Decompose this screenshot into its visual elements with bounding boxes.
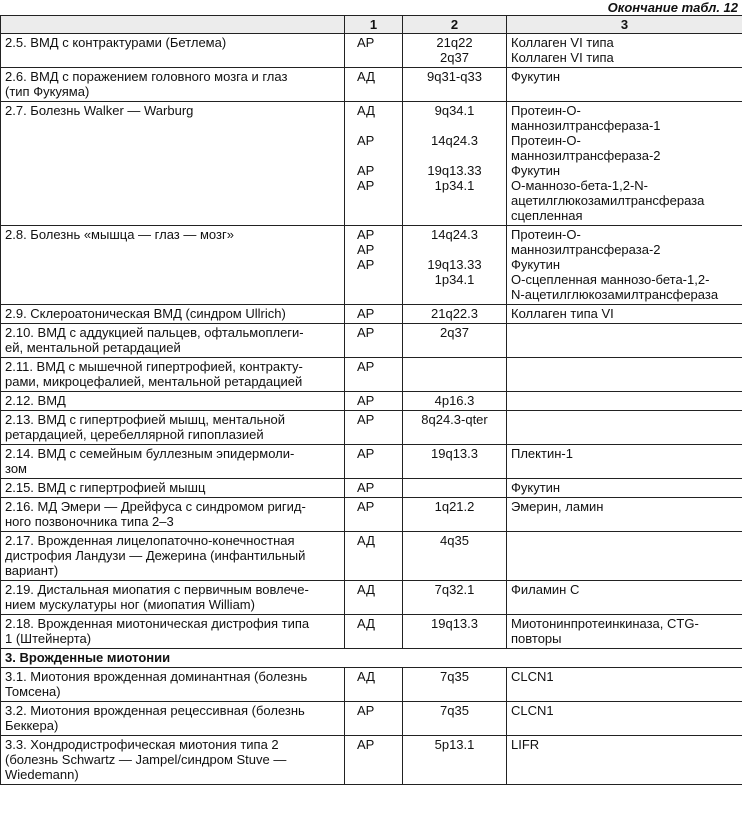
header-cell-2: 2 — [403, 16, 507, 34]
inheritance-cell — [345, 702, 403, 736]
cell-line: зом — [5, 461, 27, 476]
cell-line: CLCN1 — [511, 703, 554, 718]
locus-cell — [403, 34, 507, 68]
protein-cell — [507, 226, 742, 305]
cell-line: 7q35 — [440, 669, 469, 684]
cell-line: Миотонинпротеинкиназа, CTG- — [511, 616, 699, 631]
disease-name-cell — [1, 479, 345, 498]
cell-line: 21q22.3 — [431, 306, 478, 321]
locus-cell — [403, 479, 507, 498]
cell-line: 1p34.1 — [434, 272, 475, 287]
cell-line: 21q22 — [436, 35, 473, 50]
disease-name-cell — [1, 305, 345, 324]
table-row — [1, 392, 742, 411]
locus-cell — [403, 668, 507, 702]
cell-line: 19q13.33 — [427, 163, 482, 178]
cell-line: повторы — [511, 631, 562, 646]
table-row — [1, 581, 742, 615]
protein-cell — [507, 479, 742, 498]
cell-line: АД — [357, 103, 375, 118]
cell-line: Плектин-1 — [511, 446, 573, 461]
locus-cell — [403, 445, 507, 479]
cell-line: 9q34.1 — [434, 103, 475, 118]
cell-line: маннозилтрансфераза-1 — [511, 118, 661, 133]
protein-cell — [507, 498, 742, 532]
cell-line: 3.3. Хондродистрофическая миотония типа 2 — [5, 737, 279, 752]
cell-line: АР — [357, 325, 375, 340]
disease-name-cell — [1, 445, 345, 479]
cell-line: 4p16.3 — [434, 393, 475, 408]
protein-cell — [507, 411, 742, 445]
genetics-table — [0, 15, 742, 785]
cell-line — [407, 242, 502, 257]
header-cell-1: 1 — [345, 16, 403, 34]
cell-line — [511, 325, 738, 340]
locus-cell — [403, 411, 507, 445]
table-row — [1, 324, 742, 358]
inheritance-cell — [345, 392, 403, 411]
table-caption: Окончание табл. 12 — [607, 0, 738, 15]
cell-line: 2.9. Склероатоническая ВМД (синдром Ullrich) — [5, 306, 286, 321]
cell-line: 2.7. Болезнь Walker — Warburg — [5, 103, 194, 118]
disease-name-cell — [1, 668, 345, 702]
cell-line: Протеин-О- — [511, 103, 581, 118]
cell-line: ного позвоночника типа 2–3 — [5, 514, 174, 529]
cell-line: 19q13.33 — [427, 257, 482, 272]
inheritance-cell — [345, 581, 403, 615]
cell-line: Коллаген типа VI — [511, 306, 614, 321]
cell-line: Беккера) — [5, 718, 59, 733]
table-row — [1, 615, 742, 649]
inheritance-cell — [345, 498, 403, 532]
cell-line: N-ацетилглюкозамилтрансфераза — [511, 287, 719, 302]
protein-cell — [507, 581, 742, 615]
cell-line: Коллаген VI типа — [511, 35, 614, 50]
inheritance-cell — [345, 68, 403, 102]
cell-line — [357, 148, 398, 163]
inheritance-cell — [345, 358, 403, 392]
inheritance-cell — [345, 615, 403, 649]
inheritance-cell — [345, 736, 403, 785]
locus-cell — [403, 226, 507, 305]
locus-cell — [403, 392, 507, 411]
cell-line: 2.11. ВМД с мышечной гипертрофией, контракту- — [5, 359, 303, 374]
cell-line: нием мускулатуры ног (миопатия William) — [5, 597, 255, 612]
cell-line: О-маннозо-бета-1,2-N- — [511, 178, 649, 193]
inheritance-cell — [345, 102, 403, 226]
locus-cell — [403, 305, 507, 324]
cell-line: 3.1. Миотония врожденная доминантная (болезнь — [5, 669, 308, 684]
table-row — [1, 226, 742, 305]
cell-line — [407, 359, 502, 374]
cell-line: 19q13.3 — [431, 446, 478, 461]
cell-line: 2.13. ВМД с гипертрофией мышц, ментальной — [5, 412, 286, 427]
cell-line: 2.6. ВМД с поражением головного мозга и глаз — [5, 69, 288, 84]
cell-line: Коллаген VI типа — [511, 50, 614, 65]
cell-line — [511, 359, 738, 374]
disease-name-cell — [1, 34, 345, 68]
protein-cell — [507, 702, 742, 736]
cell-line: 14q24.3 — [431, 133, 478, 148]
cell-line — [357, 118, 398, 133]
protein-cell — [507, 668, 742, 702]
cell-line: CLCN1 — [511, 669, 554, 684]
locus-cell — [403, 102, 507, 226]
inheritance-cell — [345, 411, 403, 445]
cell-line: Фукутин — [511, 69, 561, 84]
cell-line: дистрофия Ландузи — Дежерина (инфантильный — [5, 548, 306, 563]
cell-line: 1q21.2 — [434, 499, 475, 514]
cell-line: 5p13.1 — [434, 737, 475, 752]
cell-line: Филамин С — [511, 582, 580, 597]
protein-cell — [507, 615, 742, 649]
cell-line: АР — [357, 227, 375, 242]
cell-line: АР — [357, 133, 375, 148]
cell-line: 2.5. ВМД с контрактурами (Бетлема) — [5, 35, 227, 50]
cell-line: 2q37 — [440, 50, 469, 65]
disease-name-cell — [1, 411, 345, 445]
protein-cell — [507, 358, 742, 392]
table-row — [1, 532, 742, 581]
disease-name-cell — [1, 532, 345, 581]
cell-line: АД — [357, 669, 375, 684]
cell-line: 3.2. Миотония врожденная рецессивная (болезнь — [5, 703, 305, 718]
cell-line: АД — [357, 69, 375, 84]
table-row — [1, 102, 742, 226]
table-row — [1, 702, 742, 736]
disease-name-cell — [1, 68, 345, 102]
cell-line: АР — [357, 257, 375, 272]
cell-line: маннозилтрансфераза-2 — [511, 148, 661, 163]
table-row — [1, 68, 742, 102]
table-row — [1, 668, 742, 702]
inheritance-cell — [345, 226, 403, 305]
cell-line: Фукутин — [511, 163, 561, 178]
inheritance-cell — [345, 479, 403, 498]
cell-line: АР — [357, 737, 375, 752]
cell-line: АД — [357, 582, 375, 597]
cell-line: АР — [357, 242, 375, 257]
cell-line: АР — [357, 359, 375, 374]
disease-name-cell — [1, 358, 345, 392]
cell-line: АД — [357, 533, 375, 548]
protein-cell — [507, 445, 742, 479]
cell-line: 7q35 — [440, 703, 469, 718]
cell-line: АР — [357, 163, 375, 178]
header-row — [1, 16, 742, 34]
cell-line: Протеин-О- — [511, 227, 581, 242]
cell-line: Wiedemann) — [5, 767, 79, 782]
cell-line: 7q32.1 — [434, 582, 475, 597]
inheritance-cell — [345, 532, 403, 581]
cell-line: 2.19. Дистальная миопатия с первичным вовлече- — [5, 582, 309, 597]
cell-line: (тип Фукуяма) — [5, 84, 90, 99]
header-cell-3: 3 — [507, 16, 742, 34]
disease-name-cell — [1, 702, 345, 736]
disease-name-cell — [1, 498, 345, 532]
disease-name-cell — [1, 102, 345, 226]
table-row — [1, 305, 742, 324]
table-row — [1, 411, 742, 445]
disease-name-cell — [1, 615, 345, 649]
locus-cell — [403, 358, 507, 392]
cell-line: (болезнь Schwartz — Jampel/синдром Stuve — — [5, 752, 287, 767]
cell-line: 1 (Штейнерта) — [5, 631, 92, 646]
cell-line: 2.8. Болезнь «мышца — глаз — мозг» — [5, 227, 234, 242]
inheritance-cell — [345, 445, 403, 479]
locus-cell — [403, 68, 507, 102]
cell-line — [511, 412, 738, 427]
cell-line: 9q31-q33 — [427, 69, 482, 84]
cell-line: АР — [357, 412, 375, 427]
cell-line — [511, 533, 738, 548]
disease-name-cell — [1, 736, 345, 785]
protein-cell — [507, 102, 742, 226]
locus-cell — [403, 702, 507, 736]
cell-line: АР — [357, 499, 375, 514]
cell-line: рами, микроцефалией, ментальной ретардацией — [5, 374, 303, 389]
section-title: 3. Врожденные миотонии — [1, 649, 742, 668]
table-row — [1, 445, 742, 479]
cell-line: 2.15. ВМД с гипертрофией мышц — [5, 480, 206, 495]
protein-cell — [507, 305, 742, 324]
protein-cell — [507, 34, 742, 68]
cell-line — [511, 393, 738, 408]
cell-line: О-сцепленная маннозо-бета-1,2- — [511, 272, 710, 287]
locus-cell — [403, 736, 507, 785]
section-row — [1, 649, 742, 668]
cell-line: 2.17. Врожденная лицелопаточно-конечностная — [5, 533, 295, 548]
cell-line: ей, ментальной ретардацией — [5, 340, 181, 355]
table-row — [1, 34, 742, 68]
cell-line: Фукутин — [511, 480, 561, 495]
protein-cell — [507, 392, 742, 411]
cell-line: вариант) — [5, 563, 59, 578]
inheritance-cell — [345, 305, 403, 324]
cell-line: АД — [357, 616, 375, 631]
cell-line: АР — [357, 306, 375, 321]
disease-name-cell — [1, 226, 345, 305]
disease-name-cell — [1, 581, 345, 615]
cell-line: Протеин-О- — [511, 133, 581, 148]
locus-cell — [403, 581, 507, 615]
disease-name-cell — [1, 392, 345, 411]
locus-cell — [403, 532, 507, 581]
cell-line: 1p34.1 — [434, 178, 475, 193]
inheritance-cell — [345, 34, 403, 68]
inheritance-cell — [345, 668, 403, 702]
cell-line: Томсена) — [5, 684, 61, 699]
cell-line: 2.16. МД Эмери — Дрейфуса с синдромом ригид- — [5, 499, 306, 514]
cell-line: АР — [357, 446, 375, 461]
disease-name-cell — [1, 324, 345, 358]
locus-cell — [403, 324, 507, 358]
table-row — [1, 358, 742, 392]
inheritance-cell — [345, 324, 403, 358]
cell-line: 2.18. Врожденная миотоническая дистрофия типа — [5, 616, 310, 631]
cell-line: сцепленная — [511, 208, 583, 223]
protein-cell — [507, 324, 742, 358]
cell-line: АР — [357, 703, 375, 718]
protein-cell — [507, 736, 742, 785]
cell-line: 19q13.3 — [431, 616, 478, 631]
cell-line: Эмерин, ламин — [511, 499, 604, 514]
cell-line: LIFR — [511, 737, 540, 752]
table-row — [1, 498, 742, 532]
protein-cell — [507, 68, 742, 102]
cell-line: 4q35 — [440, 533, 469, 548]
cell-line — [407, 480, 502, 495]
table-row — [1, 479, 742, 498]
cell-line: ретардацией, церебеллярной гипоплазией — [5, 427, 264, 442]
cell-line: АР — [357, 178, 375, 193]
cell-line: 2q37 — [440, 325, 469, 340]
cell-line: 2.10. ВМД с аддукцией пальцев, офтальмоплеги- — [5, 325, 304, 340]
cell-line — [407, 148, 502, 163]
cell-line: 8q24.3-qter — [421, 412, 488, 427]
header-cell-0 — [1, 16, 345, 34]
cell-line: Фукутин — [511, 257, 561, 272]
cell-line — [407, 118, 502, 133]
table-row — [1, 736, 742, 785]
cell-line: АР — [357, 35, 375, 50]
cell-line: 14q24.3 — [431, 227, 478, 242]
cell-line: маннозилтрансфераза-2 — [511, 242, 661, 257]
cell-line: АР — [357, 393, 375, 408]
cell-line: ацетилглюкозамилтрансфераза — [511, 193, 705, 208]
protein-cell — [507, 532, 742, 581]
cell-line: 2.12. ВМД — [5, 393, 66, 408]
locus-cell — [403, 615, 507, 649]
cell-line: 2.14. ВМД с семейным буллезным эпидермоли- — [5, 446, 295, 461]
locus-cell — [403, 498, 507, 532]
cell-line: АР — [357, 480, 375, 495]
